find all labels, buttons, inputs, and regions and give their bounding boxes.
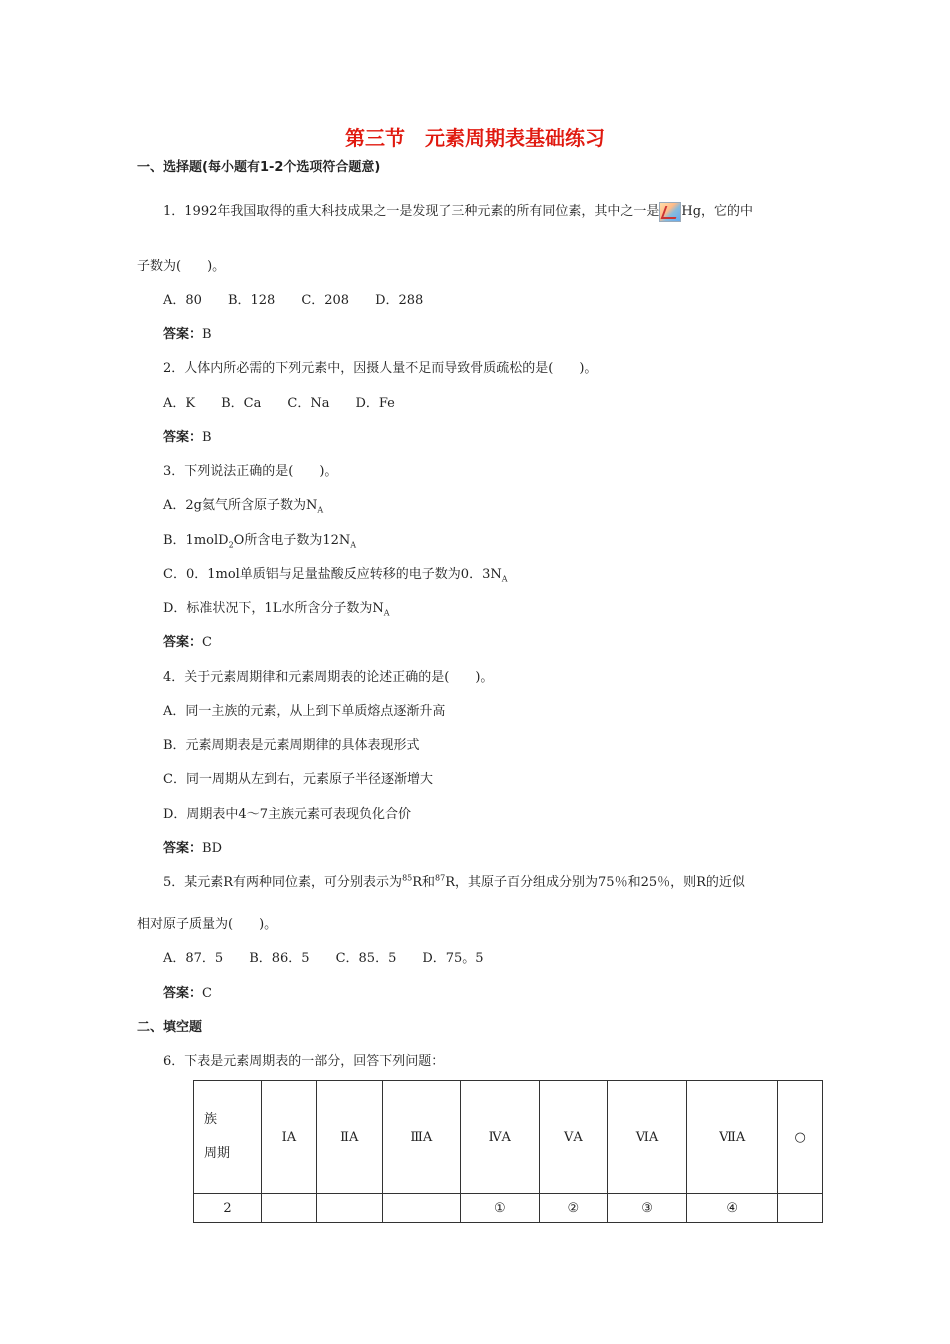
answer-value: B [202,430,212,445]
option-d-text: D．标准状况下，1L水所含分子数为N [163,601,384,616]
option-c: C．208 [301,293,350,308]
answer-4 [163,837,222,856]
table-cell: ① [460,1194,539,1223]
subscript: A [383,608,390,618]
table-cell: ② [539,1194,607,1223]
question-3-option-d [163,597,389,618]
group-header: ○ [778,1081,823,1194]
question-4-option-c: C．同一周期从左到右，元素原子半径逐渐增大 [163,772,433,787]
question-5-options [163,947,510,966]
answer-value: C [202,986,212,1001]
answer-2 [163,426,212,445]
option-a: A．K [163,396,196,411]
section-heading-choice: 一、选择题(每小题有1-2个选项符合题意) [137,160,381,175]
answer-value: BD [202,841,222,856]
question-1 [163,200,753,222]
question-4-option-d: D．周期表中4～7主族元素可表现负化合价 [163,807,411,822]
question-4-option-a: A．同一主族的元素，从上到下单质熔点逐渐升高 [163,704,446,719]
question-4: 4．关于元素周期律和元素周期表的论述正确的是( )。 [163,670,494,685]
option-c-text: C．0．1mol单质铝与足量盐酸反应转移的电子数为0．3N [163,567,502,582]
answer-value: C [202,635,212,650]
section-heading-fill: 二、填空题 [137,1020,203,1035]
option-c: C．85．5 [335,951,397,966]
option-b: B．86．5 [249,951,310,966]
question-5 [163,871,745,890]
question-5-text-mid: R和 [412,875,436,890]
group-header: ⅦA [687,1081,778,1194]
option-b: B．Ca [221,396,262,411]
option-a: A．87．5 [163,951,224,966]
period-label: 周期 [204,1146,231,1161]
subscript: A [350,540,357,550]
question-2: 2．人体内所必需的下列元素中，因摄人量不足而导致骨质疏松的是( )。 [163,361,598,376]
subscript: A [317,505,324,515]
option-a: A．80 [163,293,202,308]
table-cell [778,1194,823,1223]
periodic-table-fragment [193,1080,823,1223]
group-label: 族 [204,1112,218,1127]
option-b-text-cont: O所含电子数为12N [233,533,351,548]
question-3-option-c [163,563,508,584]
page-title: 第三节 元素周期表基础练习 [345,126,605,150]
subscript: 2 [228,540,234,550]
group-header: ⅠA [262,1081,317,1194]
table-cell [316,1194,382,1223]
superscript: 87 [435,873,446,883]
table-cell: ③ [607,1194,686,1223]
question-1-text: 1．1992年我国取得的重大科技成果之一是发现了三种元素的所有同位素，其中之一是 [163,204,660,219]
table-row [194,1194,823,1223]
group-header: ⅣA [460,1081,539,1194]
option-b: B．128 [227,293,276,308]
question-2-options [163,392,421,411]
question-3-option-b [163,529,356,550]
answer-label: 答案： [163,327,203,342]
question-6: 6．下表是元素周期表的一部分，回答下列问题： [163,1054,445,1069]
period-cell: 2 [194,1194,262,1223]
question-5-text: 5．某元素R有两种同位素，可分别表示为 [163,875,403,890]
answer-label: 答案： [163,430,203,445]
isotope-image-icon [659,202,681,222]
mercury-symbol: Hg [681,204,702,219]
answer-value: B [202,327,212,342]
table-header-row [194,1081,823,1194]
question-5-line-2: 相对原子质量为( )。 [137,917,278,932]
group-header: ⅤA [539,1081,607,1194]
option-c: C．Na [287,396,330,411]
answer-3 [163,631,212,650]
subscript: A [501,574,508,584]
answer-5 [163,982,212,1001]
group-header: ⅥA [607,1081,686,1194]
question-1-text-cont: ，它的中 [701,204,754,219]
option-d: D．Fe [355,396,395,411]
table-cell [262,1194,317,1223]
answer-label: 答案： [163,986,203,1001]
answer-1 [163,323,212,342]
question-3: 3．下列说法正确的是( )。 [163,464,338,479]
option-d: D．288 [375,293,424,308]
question-4-option-b: B．元素周期表是元素周期律的具体表现形式 [163,738,420,753]
question-5-text-cont: R，其原子百分组成分别为75％和25％，则R的近似 [445,875,745,890]
superscript: 85 [402,873,413,883]
option-b-text: B．1molD [163,533,229,548]
group-header: ⅢA [382,1081,460,1194]
group-header: ⅡA [316,1081,382,1194]
corner-cell [194,1081,262,1194]
option-a-text: A．2g氦气所含原子数为N [163,498,318,513]
question-3-option-a [163,494,323,515]
answer-label: 答案： [163,635,203,650]
table-cell: ④ [687,1194,778,1223]
question-1-line-2: 子数为( )。 [137,259,226,274]
table-cell [382,1194,460,1223]
answer-label: 答案： [163,841,203,856]
option-d: D．75。5 [422,951,484,966]
question-1-options [163,289,449,308]
